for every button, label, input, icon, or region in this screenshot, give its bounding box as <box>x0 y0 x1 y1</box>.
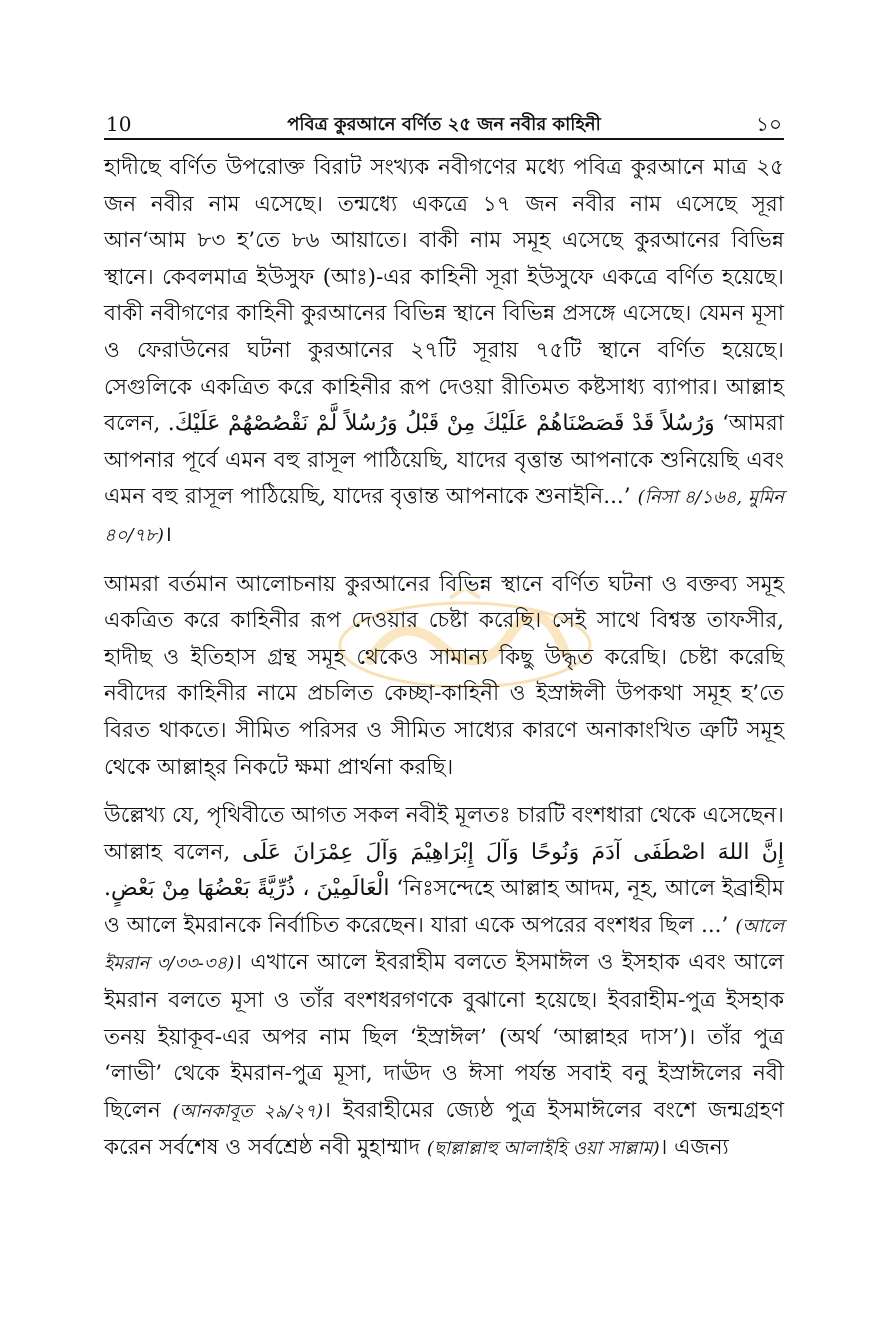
paragraph-3 <box>104 798 784 1168</box>
paragraph-1-text: হাদীছে বর্ণিত উপরোক্ত বিরাট সংখ্যক নবীগণের মধ্যে পবিত্র কুরআনে মাত্র ২৫ জন নবীর নাম এসেছে। তন্মধ্যে একত্রে ১৭ জন নবীর নাম এসেছে সূরা আন‘আম ৮৩ হ’তে ৮৬ আয়াতে। বাকী নাম সমূহ এসেছে কুরআনের বিভিন্ন স্থানে। কেবলমাত্র ইউসুফ (আঃ)-এর কাহিনী সূরা ইউসুফে একত্রে বর্ণিত হয়েছে। বাকী নবীগণের কাহিনী কুরআনের বিভিন্ন স্থানে বিভিন্ন প্রসঙ্গে এসেছে। যেমন মূসা ও ফেরাউনের ঘটনা কুরআনের ২৭টি সূরায় ৭৫টি স্থানে বর্ণিত হয়েছে। সেগুলিকে একত্রিত করে কাহিনীর রূপ দেওয়া রীতিমত কষ্টসাধ্য ব্যাপার। আল্লাহ বলেন, <box>104 155 784 437</box>
paragraph-3-text: । ইবরাহীমের জ্যেষ্ঠ পুত্র ইসমাঈলের বংশে জন্মগ্রহণ করেন সর্বশেষ ও সর্বশ্রেষ্ঠ নবী মুহাম্মাদ <box>104 1097 784 1161</box>
running-title: পবিত্র কুরআনে বর্ণিত ২৫ জন নবীর কাহিনী <box>287 114 601 135</box>
paragraph-2: আমরা বর্তমান আলোচনায় কুরআনের বিভিন্ন স্থানে বর্ণিত ঘটনা ও বক্তব্য সমূহ একত্রিত করে কাহিনীর রূপ দেওয়ার চেষ্টা করেছি। সেই সাথে বিশ্বস্ত তাফসীর, হাদীছ ও ইতিহাস গ্রন্থ সমূহ থেকেও সামান্য কিছু উদ্ধৃত করেছি। চেষ্টা করেছি নবীদের কাহিনীর নামে প্রচলিত কেচ্ছা-কাহিনী ও ইস্রাঈলী উপকথা সমূহ হ’তে বিরত থাকতে। সীমিত পরিসর ও সীমিত সাধ্যের কারণে অনাকাংখিত ত্রুটি সমূহ থেকে আল্লাহ্‌র নিকটে ক্ষমা প্রার্থনা করছি। <box>104 571 784 780</box>
page-number-left: 10 <box>106 112 132 136</box>
sentence-end: । <box>163 521 173 547</box>
paragraph-3-text: উল্লেখ্য যে, পৃথিবীতে আগত সকল নবীই মূলতঃ চারটি বংশধারা থেকে এসেছেন। আল্লাহ বলেন, <box>104 803 784 865</box>
paragraph-3-text: । এখানে আলে ইবরাহীম বলতে ইসমাঈল ও ইসহাক এবং আলে ইমরান বলতে মূসা ও তাঁর বংশধরগণকে বুঝানো হয়েছে। ইবরাহীম-পুত্র ইসহাক তনয় ইয়াকূব-এর অপর নাম ছিল ‘ইস্রাঈল’ (অর্থ ‘আল্লাহর দাস’)। তাঁর পুত্র ‘লাভী’ থেকে ইমরান-পুত্র মূসা, দাঊদ ও ঈসা পর্যন্ত সবাই বনু ইস্রাঈলের নবী ছিলেন <box>104 950 784 1123</box>
page-number-right: ১০ <box>756 112 782 136</box>
paragraph-3-text: । এজন্য <box>659 1135 729 1161</box>
citation: (নিসা ৪/১৬৪, মুমিন ৪০/৭৮) <box>104 487 784 546</box>
page-header <box>104 104 784 140</box>
quran-quote-arabic: إِنَّ اللهَ اصْطَفَى آدَمَ وَنُوحًا وَآلَ إِبْرَاهِيْمَ وَآلَ عِمْرَانَ عَلَى الْعَالَمِيْنَ ، ذُرِّيَّةً بَعْضُهَا مِنْ بَعْضٍ. <box>104 839 784 902</box>
salutation: (ছাল্লাল্লাহু আলাইহি ওয়া সাল্লাম) <box>426 1138 660 1160</box>
page-body <box>104 150 784 1180</box>
citation: (আলে ইমরান ৩/৩৩-৩৪) <box>104 915 784 975</box>
paragraph-1 <box>104 150 784 555</box>
citation: (আনকাবূত ২৯/২৭) <box>172 1100 324 1122</box>
paragraph-1-translation: ‘আমরা আপনার পূর্বে এমন বহু রাসূল পাঠিয়েছি, যাদের বৃত্তান্ত আপনাকে শুনিয়েছি এবং এমন বহু রাসূল পাঠিয়েছি, যাদের বৃত্তান্ত আপনাকে শুনাইনি...’ <box>104 411 784 510</box>
quran-quote-arabic: وَرُسُلاً قَدْ قَصَصْنَاهُمْ عَلَيْكَ مِنْ قَبْلُ وَرُسُلاً لَّمْ نَقْصُصْهُمْ عَلَيْكَ. <box>167 411 715 437</box>
paragraph-3-translation: ‘নিঃসন্দেহে আল্লাহ আদম, নূহ, আলে ইব্রাহীম ও আলে ইমরানকে নির্বাচিত করেছেন। যারা একে অপরের বংশধর ছিল ...’ <box>104 876 784 938</box>
